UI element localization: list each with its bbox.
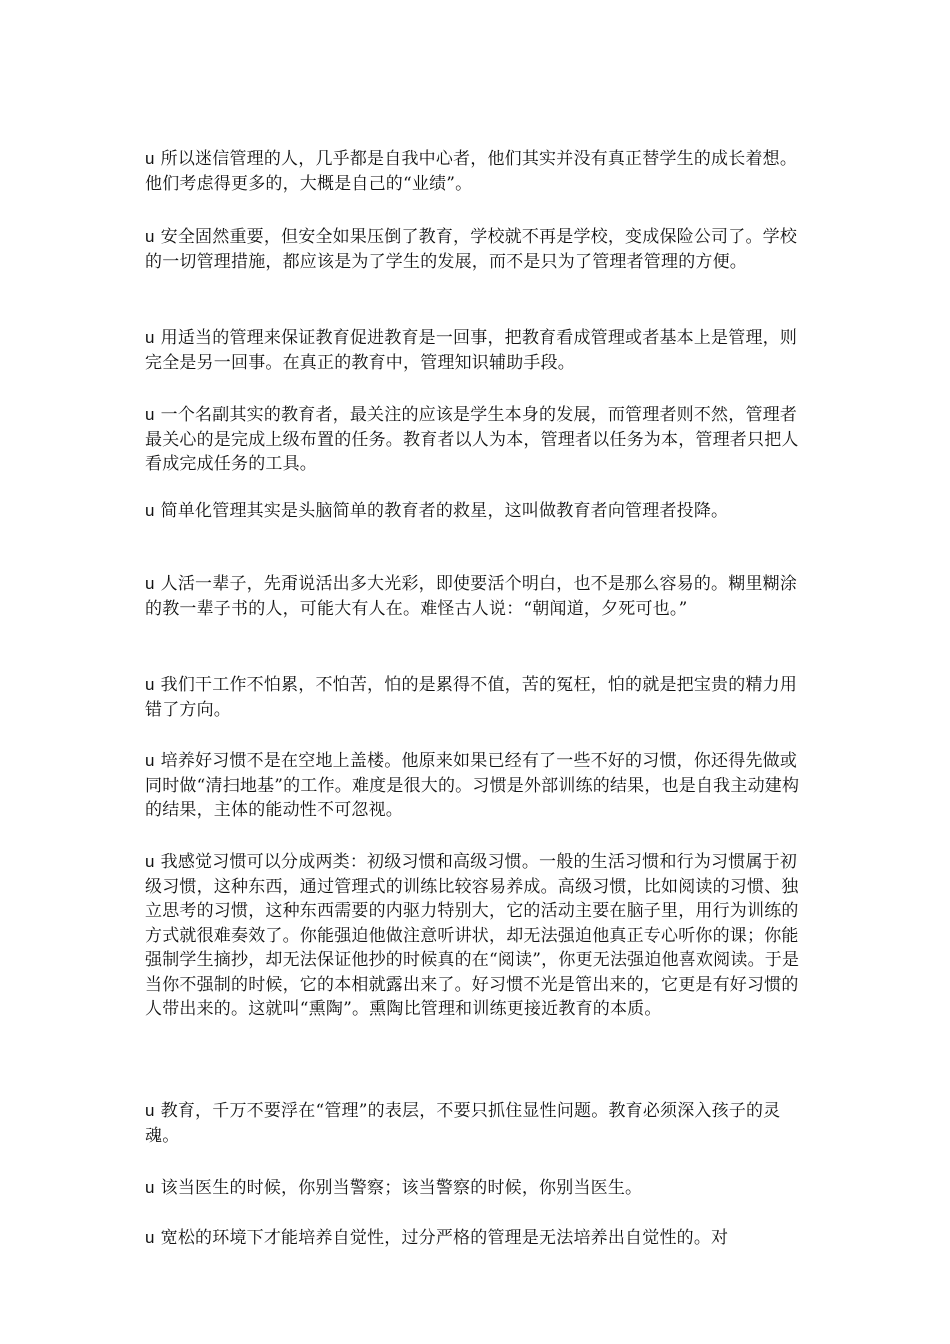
paragraph-4 — [145, 403, 805, 477]
bullet-marker: u — [145, 852, 155, 871]
paragraph-text: 一个名副其实的教育者，最关注的应该是学生本身的发展，而管理者则不然，管理者最关心的是完成上级布置的任务。教育者以人为本，管理者以任务为本，管理者只把人看成完成任务的工具。 — [145, 405, 799, 474]
paragraph-3 — [145, 326, 805, 375]
paragraph-2 — [145, 225, 805, 274]
bullet-marker: u — [145, 574, 155, 593]
bullet-marker: u — [145, 675, 155, 694]
paragraph-text: 我们干工作不怕累，不怕苦，怕的是累得不值，苦的冤枉，怕的就是把宝贵的精力用错了方向。 — [145, 675, 798, 720]
paragraph-text: 宽松的环境下才能培养自觉性，过分严格的管理是无法培养出自觉性的。对 — [160, 1228, 729, 1248]
bullet-marker: u — [145, 1101, 155, 1120]
paragraph-text: 我感觉习惯可以分成两类：初级习惯和高级习惯。一般的生活习惯和行为习惯属于初级习惯，这种东西，通过管理式的训练比较容易养成。高级习惯，比如阅读的习惯、独立思考的习惯，这种东西需要的内驱力特别大，它的活动主要在脑子里，用行为训练的方式就很难奏效了。你能强迫他做注意听讲状，却无法强迫他真正专心听你的课；你能强制学生摘抄，却无法保证他抄的时候真的在“阅读”，你更无法强迫他喜欢阅读。于是当你不强制的时候，它的本相就露出来了。好习惯不光是管出来的，它更是有好习惯的人带出来的。这就叫“熏陶”。熏陶比管理和训练更接近教育的本质。 — [145, 852, 800, 1019]
paragraph-11 — [145, 1176, 805, 1201]
bullet-marker: u — [145, 751, 155, 770]
paragraph-text: 安全固然重要，但安全如果压倒了教育，学校就不再是学校，变成保险公司了。学校的一切管理措施，都应该是为了学生的发展，而不是只为了管理者管理的方便。 — [145, 227, 798, 272]
paragraph-text: 用适当的管理来保证教育促进教育是一回事，把教育看成管理或者基本上是管理，则完全是另一回事。在真正的教育中，管理知识辅助手段。 — [145, 328, 798, 373]
paragraph-text: 教育，千万不要浮在“管理”的表层，不要只抓住显性问题。教育必须深入孩子的灵魂。 — [145, 1101, 781, 1146]
bullet-marker: u — [145, 405, 155, 424]
paragraph-text: 简单化管理其实是头脑简单的教育者的救星，这叫做教育者向管理者投降。 — [160, 501, 729, 521]
paragraph-7 — [145, 673, 805, 722]
bullet-marker: u — [145, 328, 155, 347]
paragraph-1 — [145, 147, 805, 196]
paragraph-6 — [145, 572, 805, 621]
bullet-marker: u — [145, 1228, 155, 1247]
bullet-marker: u — [145, 149, 155, 168]
paragraph-10 — [145, 1099, 805, 1148]
paragraph-12 — [145, 1226, 805, 1251]
paragraph-9 — [145, 850, 805, 1022]
paragraph-8 — [145, 749, 805, 823]
paragraph-text: 该当医生的时候，你别当警察；该当警察的时候，你别当医生。 — [160, 1178, 643, 1198]
paragraph-text: 培养好习惯不是在空地上盖楼。他原来如果已经有了一些不好的习惯，你还得先做或同时做“清扫地基”的工作。难度是很大的。习惯是外部训练的结果，也是自我主动建构的结果，主体的能动性不可忽视。 — [145, 751, 800, 820]
bullet-marker: u — [145, 1178, 155, 1197]
paragraph-text: 人活一辈子，先甭说活出多大光彩，即使要活个明白，也不是那么容易的。糊里糊涂的教一辈子书的人，可能大有人在。难怪古人说：“朝闻道，夕死可也。” — [145, 574, 798, 619]
paragraph-5 — [145, 499, 805, 524]
bullet-marker: u — [145, 501, 155, 520]
paragraph-text: 所以迷信管理的人，几乎都是自我中心者，他们其实并没有真正替学生的成长着想。他们考虑得更多的，大概是自己的“业绩”。 — [145, 149, 798, 194]
bullet-marker: u — [145, 227, 155, 246]
